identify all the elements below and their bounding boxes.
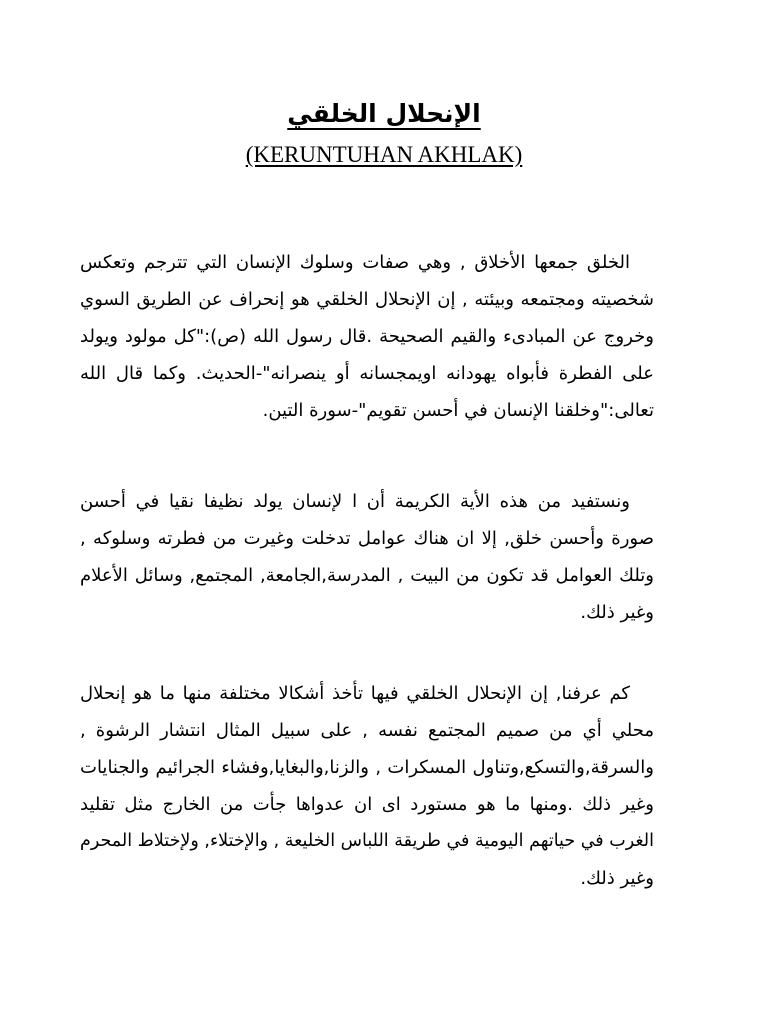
paragraph-definition (80, 244, 654, 429)
paragraph-line: وغير ذلك .ومنها ما هو مستورد اى ان عدواها جأت من الخارج مثل تقليد (80, 794, 654, 815)
paragraph-line: والسرقة,والتسكع,وتناول المسكرات , والزنا,والبغايا,وفشاء الجرائيم والجنايات (80, 757, 654, 778)
paragraph-line: على الفطرة فأبواه يهودانه اويمجسانه أو ينصرانه"-الحديث. وكما قال الله (80, 363, 654, 384)
paragraph-line: صورة وأحسن خلق, إلا ان هناك عوامل تدخلت وغيرت من فطرته وسلوكه , (80, 528, 654, 549)
paragraph-line: تعالى:"وخلقنا الإنسان في أحسن تقويم"-سورة التين. (262, 400, 654, 421)
paragraph-line: الخلق جمعها الأخلاق , وهي صفات وسلوك الإنسان التي تترجم وتعكس (80, 252, 630, 273)
paragraph-forms (80, 675, 654, 897)
latin-title-text: (KERUNTUHAN AKHLAK) (245, 142, 523, 167)
paragraph-line: محلي أي من صميم المجتمع نفسه , على سبيل المثال انتشار الرشوة , (80, 720, 654, 741)
arabic-title-text: الإنحلال الخلقي (287, 99, 481, 128)
paragraph-line: شخصيته ومجتمعه وبيئته , إن الإنحلال الخلقي هو إنحراف عن الطريق السوي (80, 289, 654, 310)
paragraph-line: الغرب في حياتهم اليومية في طريقة اللباس الخليعة , والإختلاء, ولإختلاط المحرم (80, 831, 654, 851)
arabic-title (0, 96, 768, 132)
paragraph-line: وخروج عن المبادىء والقيم الصحيحة .قال رسول الله (ص):"كل مولود ويولد (80, 326, 654, 347)
latin-title (0, 140, 768, 170)
paragraph-line: وغير ذلك. (580, 602, 654, 623)
paragraph-line: وغير ذلك. (580, 868, 654, 889)
paragraph-line: كم عرفنا, إن الإنحلال الخلقي فيها تأخذ أشكالا مختلفة منها ما هو إنحلال (80, 683, 630, 704)
paragraph-line: وتلك العوامل قد تكون من البيت , المدرسة,الجامعة, المجتمع, وسائل الأعلام (80, 565, 654, 586)
paragraph-factors (80, 483, 654, 631)
paragraph-line: ونستفيد من هذه الأية الكريمة أن ا لإنسان يولد نظيفا نقيا في أحسن (80, 491, 630, 512)
